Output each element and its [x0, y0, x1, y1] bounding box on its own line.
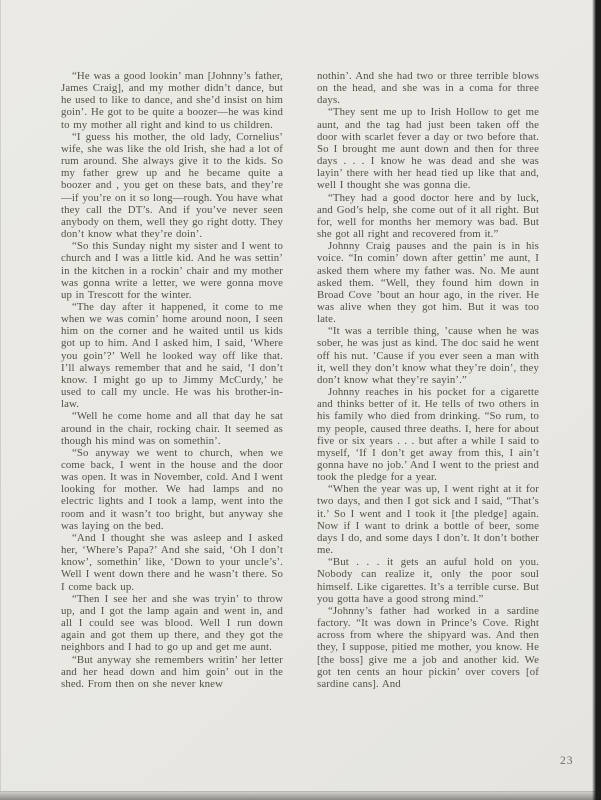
paragraph: “They had a good doctor here and by luck, and God’s help, she come out of it all right. But for, well for months her memory was bad. But she got all right and recovered from it.” — [317, 191, 539, 241]
paragraph: “He was a good lookin’ man [Johnny’s father, James Craig], and my mother didn’t dance, but he used to like to dance, and she’d insist on him goin’. He got to be quite a boozer—he was kind to my mother all right and kind to us children. — [61, 70, 283, 131]
paragraph: “They sent me up to Irish Hollow to get me aunt, and the tag had just been taken off the door with scarlet fever a day or two before that. So I brought me aunt down and then for three days . . . I know he was dead and she was layin’ there with her head tied up like that and, well I thought she was gonna die. — [317, 106, 539, 192]
paragraph: “Johnny’s father had worked in a sardine factory. “It was down in Prince’s Cove. Right across from where the shipyard was. And then they, I suppose, pitied me mother, you know. He [the boss] give me a job and another kid. We got ten cents an hour pickin’ over covers [of sardine cans]. And — [317, 604, 539, 690]
paragraph: “So anyway we went to church, when we come back, I went in the house and the door was open. It was in November, cold. And I went looking for mother. We had lamps and no electric lights and I took a lamp, went into the room and it wasn’t too bright, but anyway she was laying on the bed. — [61, 446, 283, 532]
column-right — [317, 70, 539, 690]
column-left — [61, 70, 283, 690]
paragraph: “But anyway she remembers writin’ her letter and her head down and him goin’ out in the shed. From then on she never knew — [61, 653, 283, 690]
paragraph: “I guess his mother, the old lady, Cornelius’ wife, she was like the old Irish, she had a lot of rum around. She always give it to the kids. So my father grew up and he became quite a boozer and , you get on these bats, and they’re—if you’re on it so long—rough. You have what they call the DT’s. And if you’ve never seen anybody on them, well they go right dotty. They don’t know what they’re doin’. — [61, 130, 283, 241]
paragraph: “When the year was up, I went right at it for two days, and then I got sick and I said, “That’s it.’ So I went and I took it [the pledge] again. Now if I want to drink a bottle of beer, some days I do, and some days I don’t. It don’t bother me. — [317, 483, 539, 557]
paragraph: “Then I see her and she was tryin’ to throw up, and I got the lamp again and went in, and all I could see was blood. Well I run down again and got them up there, and they got the neighbors and I had to go up and get me aunt. — [61, 592, 283, 654]
scan-edge-right — [592, 0, 601, 800]
paragraph: Johnny reaches in his pocket for a cigarette and thinks better of it. He tells of two others in his family who died from drinking. “So rum, to my people, caused three deaths. I, here for about five or six years . . . but after a while I said to myself, ‘If I don’t get away from this, I ain’t gonna have no job.’ And I went to the priest and took the pledge for a year. — [317, 386, 539, 484]
text-block — [61, 70, 539, 690]
scan-edge-left — [0, 0, 1, 800]
paragraph: Johnny Craig pauses and the pain is in his voice. “In comin’ down after gettin’ me aunt, I asked them where my father was. No. Me aunt asked them. “Well, they found him down in Broad Cove ’bout an hour ago, in the river. He was alive when they got him. But it was too late. — [317, 240, 539, 326]
page-number: 23 — [560, 755, 574, 767]
scan-edge-bottom — [0, 791, 601, 800]
paragraph: “But . . . it gets an auful hold on you. Nobody can realize it, only the poor soul himself. Like cigarettes. It’s a terrible curse. But you gotta have a good strong mind.” — [317, 556, 539, 605]
paragraph: “It was a terrible thing, ’cause when he was sober, he was just as kind. The doc said he went off his nut. ’Cause if you ever seen a man with it, well they don’t know what they’re doin’, they don’t know what they’re sayin’.” — [317, 325, 539, 386]
paragraph: “So this Sunday night my sister and I went to church and I was a little kid. And he was settin’ in the kitchen in a rockin’ chair and my mother was gonna write a letter, we were gonna move up in Trescott for the winter. — [61, 240, 283, 301]
paragraph: “Well he come home and all that day he sat around in the chair, rocking chair. It seemed as though his mind was on somethin’. — [61, 410, 283, 447]
paragraph-continuation: nothin’. And she had two or three terrible blows on the head, and she was in a coma for three days. — [317, 70, 539, 107]
paragraph: “And I thought she was asleep and I asked her, ‘Where’s Papa?’ And she said, ‘Oh I don’t know’, somethin’ like, ‘Down to your uncle’s’. Well I went down there and he wasn’t there. So I come back up. — [61, 531, 283, 593]
paragraph: “The day after it happened, it come to me when we was comin’ home around noon, I seen him on the corner and he waited until us kids got up to him. And I asked him, I said, ‘Where you goin’?’ Well he looked way off like that. I’ll always remember that and he said, ‘I don’t know. I might go up to Jimmy McCurdy,’ he used to call my uncle. He was his brother-in-law. — [61, 300, 283, 411]
